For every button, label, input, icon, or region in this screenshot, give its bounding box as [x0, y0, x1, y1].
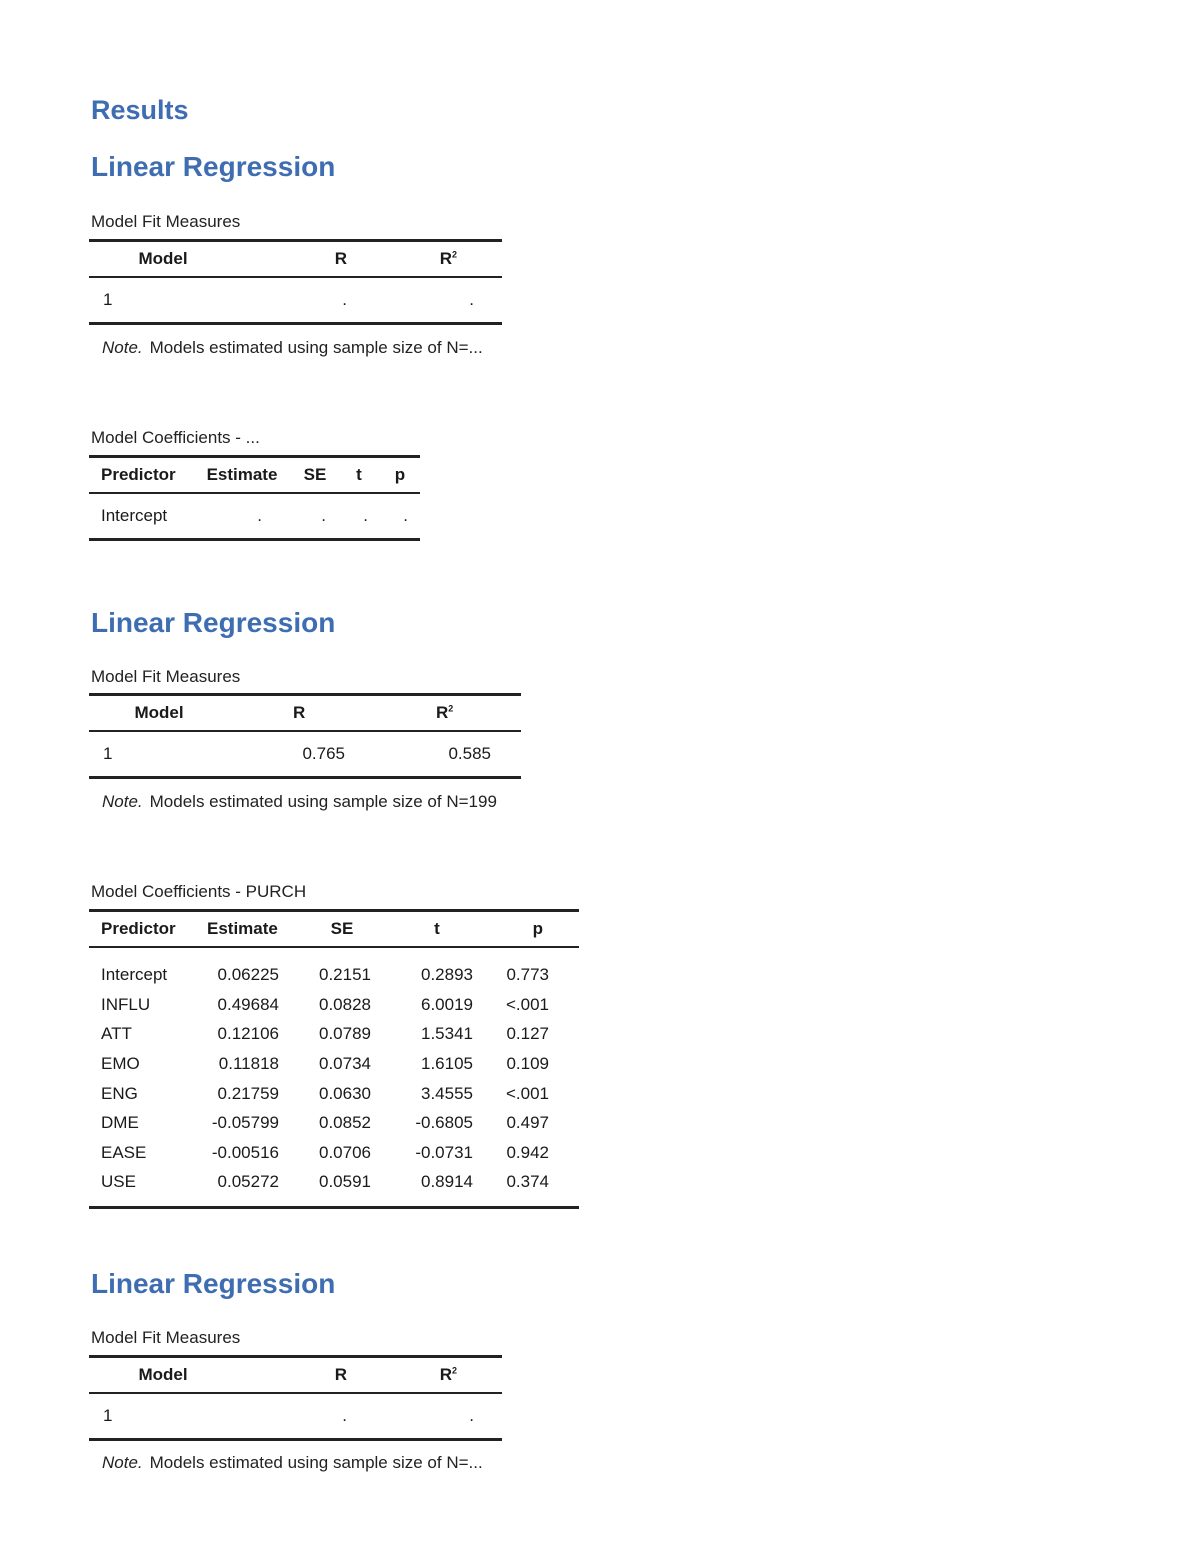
coef-cell-t: 6.0019 — [421, 994, 473, 1014]
coef-cell-se: . — [292, 493, 338, 540]
coef-cell-predictor: INFLU — [101, 994, 151, 1014]
col-header-r2: $R^2$ — [367, 1357, 502, 1393]
col-header-estimate: Estimate — [199, 911, 297, 947]
section-1-fit-table — [89, 239, 502, 325]
coef-cell-predictor: ENG — [101, 1083, 138, 1103]
section-2-fit-caption: Model Fit Measures — [91, 667, 241, 686]
section-2-fit-note: Note. Models estimated using sample size of N=199 — [102, 792, 497, 811]
coef-cell-se: 0.0706 — [319, 1142, 371, 1162]
col-header-predictor: Predictor — [89, 911, 199, 947]
col-header-model: Model — [89, 695, 229, 731]
coef-cell-estimate: . — [192, 493, 292, 540]
coef-cell-predictor: Intercept — [89, 493, 192, 540]
coef-cell-t: 1.6105 — [421, 1054, 473, 1074]
coef-cell-estimate: 0.11818 — [218, 1054, 279, 1074]
coef-cell-estimate: -0.05799 — [211, 1113, 279, 1133]
coef-cell-estimate: 0.21759 — [217, 1083, 279, 1103]
table-row — [89, 1168, 579, 1198]
section-1-coef-table — [89, 455, 420, 541]
col-header-se: SE — [292, 457, 338, 493]
section-3-fit-note: Note. Models estimated using sample size of N=... — [102, 1453, 483, 1472]
coef-cell-predictor: Intercept — [101, 965, 168, 985]
fit-cell-r2: . — [367, 277, 502, 324]
coef-cell-t: 3.4555 — [421, 1083, 473, 1103]
section-1-heading: Linear Regression — [91, 151, 336, 182]
coef-cell-p: 0.374 — [506, 1172, 549, 1192]
coef-cell-p: <.001 — [505, 1083, 549, 1103]
fit-cell-r: 0.765 — [229, 731, 349, 778]
section-2-heading: Linear Regression — [91, 607, 336, 638]
section-1-fit-caption: Model Fit Measures — [91, 212, 241, 231]
fit-cell-r2: . — [367, 1393, 502, 1440]
coef-cell-se: 0.0789 — [319, 1024, 371, 1044]
coef-cell-predictor: EASE — [101, 1142, 147, 1162]
coef-cell-se: 0.0591 — [319, 1172, 371, 1192]
coef-cell-predictor: EMO — [101, 1054, 140, 1074]
coef-cell-t: 1.5341 — [421, 1024, 473, 1044]
section-1-fit-note: Note. Models estimated using sample size of N=... — [102, 338, 483, 357]
coef-cell-estimate: -0.00516 — [211, 1142, 279, 1162]
coef-cell-p: 0.109 — [506, 1054, 549, 1074]
coef-cell-p: <.001 — [505, 994, 549, 1014]
table-row — [89, 1138, 579, 1168]
section-2-coef-table — [89, 909, 579, 1209]
coef-cell-estimate: 0.12106 — [217, 1024, 279, 1044]
section-3-heading: Linear Regression — [91, 1268, 336, 1299]
fit-cell-r2: 0.585 — [349, 731, 521, 778]
table-row — [89, 961, 579, 991]
coef-cell-estimate: 0.49684 — [217, 994, 279, 1014]
col-header-model: Model — [89, 241, 237, 277]
table-spacer — [89, 947, 579, 961]
coef-cell-se: 0.0630 — [319, 1083, 371, 1103]
col-header-predictor: Predictor — [89, 457, 192, 493]
col-header-se: SE — [297, 911, 387, 947]
col-header-model: Model — [89, 1357, 237, 1393]
coef-cell-predictor: DME — [101, 1113, 139, 1133]
coef-cell-predictor: USE — [101, 1172, 136, 1192]
coef-cell-p: 0.773 — [506, 965, 549, 985]
table-row — [89, 1020, 579, 1050]
coef-cell-se: 0.0852 — [319, 1113, 371, 1133]
fit-cell-r: . — [237, 1393, 367, 1440]
col-header-r: R — [229, 695, 349, 731]
fit-cell-model: 1 — [89, 277, 237, 324]
coef-cell-estimate: 0.05272 — [217, 1172, 279, 1192]
coef-cell-se: 0.0734 — [319, 1054, 371, 1074]
table-row — [89, 990, 579, 1020]
fit-cell-model: 1 — [89, 1393, 237, 1440]
col-header-p: p — [487, 911, 579, 947]
results-title: Results — [91, 95, 189, 125]
coef-cell-t: 0.2893 — [421, 965, 473, 985]
coef-cell-p: . — [380, 493, 420, 540]
fit-cell-r: . — [237, 277, 367, 324]
table-row — [89, 1079, 579, 1109]
col-header-r: R — [237, 1357, 367, 1393]
section-2-coef-caption: Model Coefficients - PURCH — [91, 882, 307, 901]
coef-cell-t: 0.8914 — [421, 1172, 473, 1192]
coef-cell-t: -0.0731 — [415, 1142, 473, 1162]
coef-cell-t: -0.6805 — [415, 1113, 473, 1133]
coef-cell-se: 0.0828 — [319, 994, 371, 1014]
col-header-estimate: Estimate — [192, 457, 292, 493]
coef-cell-t: . — [338, 493, 380, 540]
table-row — [89, 1049, 579, 1079]
col-header-t: t — [387, 911, 487, 947]
coef-cell-p: 0.942 — [506, 1142, 549, 1162]
col-header-t: t — [338, 457, 380, 493]
table-row — [89, 1108, 579, 1138]
section-2-fit-table — [89, 693, 521, 779]
coef-cell-p: 0.127 — [506, 1024, 549, 1044]
coef-cell-estimate: 0.06225 — [217, 965, 279, 985]
coef-cell-predictor: ATT — [101, 1024, 132, 1044]
col-header-p: p — [380, 457, 420, 493]
table-spacer — [89, 1197, 579, 1207]
section-1-coef-caption: Model Coefficients - ... — [91, 428, 260, 447]
col-header-r: R — [237, 241, 367, 277]
fit-cell-model: 1 — [89, 731, 229, 778]
col-header-r2: $R^2$ — [349, 695, 521, 731]
section-3-fit-caption: Model Fit Measures — [91, 1328, 241, 1347]
col-header-r2: $R^2$ — [367, 241, 502, 277]
coef-cell-se: 0.2151 — [319, 965, 371, 985]
coef-cell-p: 0.497 — [506, 1113, 549, 1133]
section-3-fit-table — [89, 1355, 502, 1441]
